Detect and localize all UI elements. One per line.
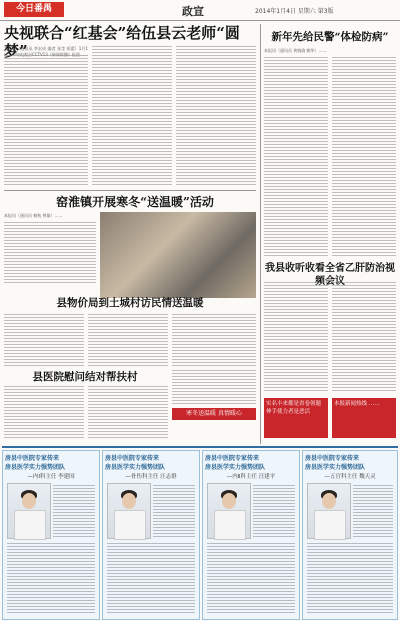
doctor-ad-section [2,446,398,621]
lead-body-col3 [176,46,256,186]
lead-byline: 本报讯（通讯员 李宏成 编者 张莹 胡蕾）1月1日，中央电视台CCTV13《新闻联播》报道…… [4,46,88,57]
bus-body-col2 [332,282,396,392]
doctor-card-heading: 房县中医院专家传来 [205,455,260,462]
doctor-card-heading: 房县中医院专家传来 [105,455,160,462]
hospital-help-col3 [172,370,256,406]
doctor-name: —骨伤科主任 汪志群 [125,474,177,480]
doctor-card-subheading: 房县医学实力强势团队 [5,464,66,471]
price-headline: 县物价局到土城村访民情送温暖 [56,297,204,309]
column-divider [260,24,261,444]
tax-body-col1 [264,57,328,257]
lead-headline: 央视联合“红基会”给伍县云老师“圆梦” [4,24,240,60]
lead-body-col2 [92,46,172,186]
notice-right: 本报新闻热线 …… [332,398,396,438]
newspaper-logo: 今日番禺 [4,2,64,17]
date-line: 2014年1月4日 星期六 第3版 [255,8,334,15]
lead-body-col1 [4,55,88,185]
price-body-col2 [88,314,168,366]
masthead [0,0,400,21]
doctor-card-subheading: 房县医学实力强势团队 [205,464,266,471]
hospital-help-col1 [4,386,84,440]
bus-headline: 我县收听收看全省乙肝防治视频会议 [265,263,395,287]
doctor-portrait [7,483,51,539]
doctor-portrait [207,483,251,539]
doctor-card-subheading: 房县医学实力强势团队 [305,464,366,471]
warmth-byline: 本报讯（通讯员 赖秋 曾雄）…… [4,213,63,218]
doctor-card-heading: 房县中医院专家传来 [5,455,60,462]
bus-body-col1 [264,282,328,392]
notice-left: 实名丰来都是省卷领题 伸手使力者是恶活 [264,398,328,438]
warmth-headline: 窑淮镇开展寒冬“送温暖”活动 [56,195,214,209]
price-body-col3 [172,314,256,366]
tax-byline: 本报讯（通讯员 黄婉瑜 赖华）…… [264,48,327,53]
doctor-card-4 [302,450,398,620]
tax-headline: 新年先给民警“体检防病” [271,31,389,43]
warmth-body [4,222,96,284]
doctor-name: —五官科主任 魏天灵 [324,474,376,480]
section-title: 政宣 [182,5,204,18]
doctor-card-heading: 房县中医院专家传来 [305,455,360,462]
divider [4,190,256,191]
doctor-card-1 [2,450,100,620]
price-body-col1 [4,314,84,366]
doctor-name: —内Ⅰ科主任 李建国 [27,474,75,480]
hospital-help-headline: 县医院慰问结对帮扶村 [32,371,138,383]
doctor-card-subheading: 房县医学实力强势团队 [105,464,166,471]
doctor-portrait [107,483,151,539]
notice-banner: 寒冬送温暖 真情暖心 [172,408,256,420]
warmth-photo [100,212,256,298]
doctor-portrait [307,483,351,539]
tax-body-col2 [332,57,396,257]
hospital-help-col2 [88,386,168,440]
doctor-card-3 [202,450,300,620]
doctor-card-2 [102,450,200,620]
doctor-name: —内Ⅱ科主任 汪建平 [226,474,276,480]
